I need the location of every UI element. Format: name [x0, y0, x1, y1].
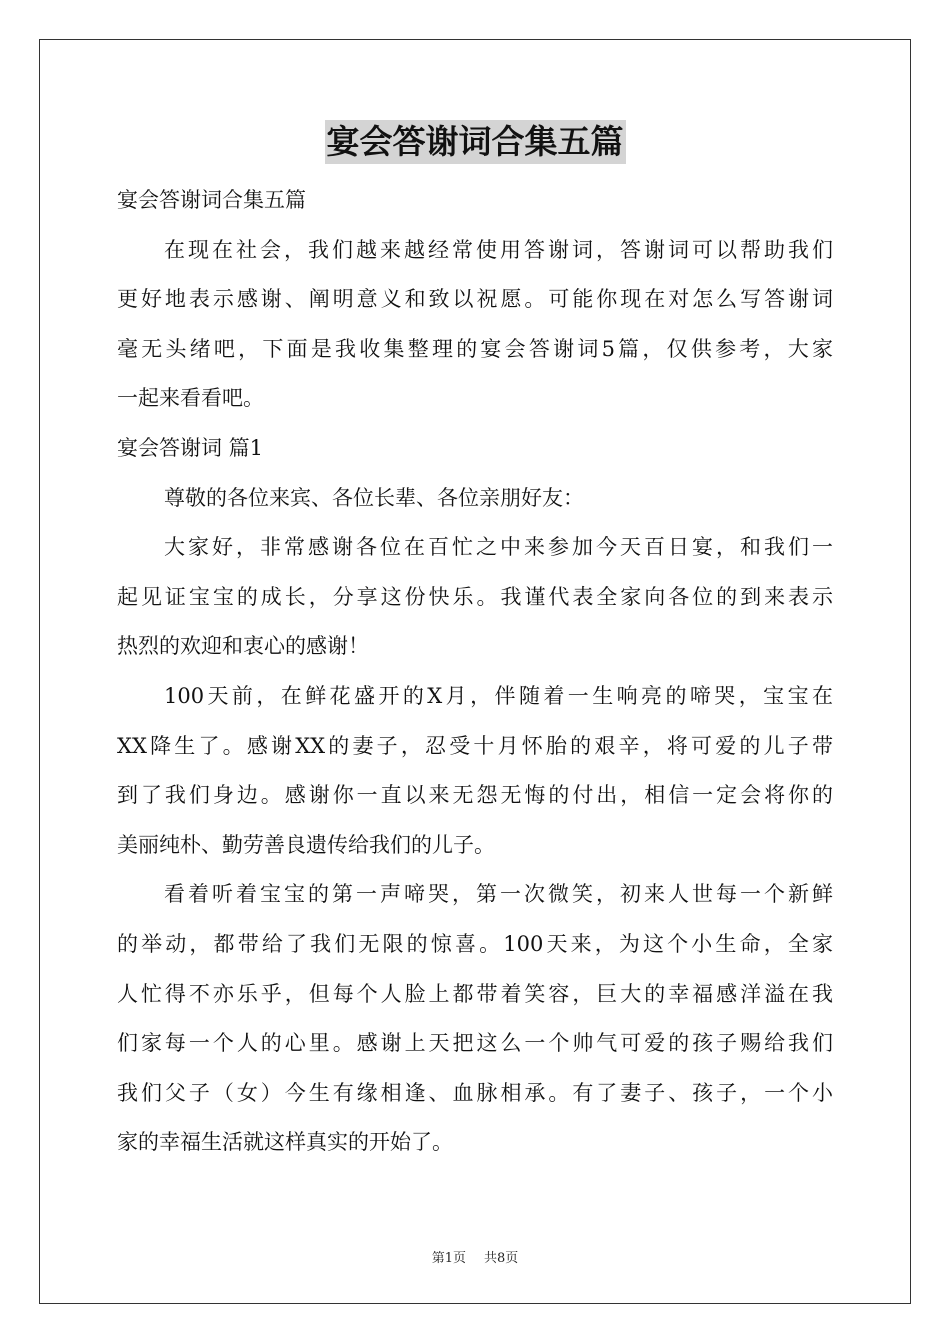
paragraph-line: 的举动，都带给了我们无限的惊喜。100天来，为这个小生命，全家	[117, 931, 833, 956]
paragraph-line: 看着听着宝宝的第一声啼哭，第一次微笑，初来人世每一个新鲜	[164, 882, 833, 907]
page-number: 第1页	[431, 1251, 466, 1266]
intro-line: 一起来看看吧。	[117, 386, 264, 411]
paragraph-line: 美丽纯朴、勤劳善良遗传给我们的儿子。	[117, 832, 495, 857]
paragraph-line: XX降生了。感谢XX的妻子，忍受十月怀胎的艰辛，将可爱的儿子带	[117, 733, 833, 758]
document-body	[117, 176, 833, 1168]
paragraph-line: 人忙得不亦乐乎，但每个人脸上都带着笑容，巨大的幸福感洋溢在我	[117, 981, 833, 1006]
title-container	[0, 120, 950, 164]
paragraph-line: 到了我们身边。感谢你一直以来无怨无悔的付出，相信一定会将你的	[117, 783, 833, 808]
paragraph-line: 们家每一个人的心里。感谢上天把这么一个帅气可爱的孩子赐给我们	[117, 1031, 833, 1056]
paragraph-line: 家的幸福生活就这样真实的开始了。	[117, 1130, 453, 1155]
paragraph-line: 大家好，非常感谢各位在百忙之中来参加今天百日宴，和我们一	[164, 535, 833, 560]
paragraph-line: 100天前，在鲜花盛开的X月，伴随着一生响亮的啼哭，宝宝在	[164, 683, 833, 708]
greeting-line: 尊敬的各位来宾、各位长辈、各位亲朋好友：	[164, 485, 584, 510]
section-heading: 宴会答谢词 篇1	[117, 435, 264, 460]
intro-line: 毫无头绪吧，下面是我收集整理的宴会答谢词5篇，仅供参考，大家	[117, 336, 833, 361]
intro-line: 在现在社会，我们越来越经常使用答谢词，答谢词可以帮助我们	[164, 237, 833, 262]
page-total: 共8页	[484, 1251, 519, 1266]
document-subtitle: 宴会答谢词合集五篇	[117, 188, 306, 212]
paragraph-line: 我们父子（女）今生有缘相逢、血脉相承。有了妻子、孩子，一个小	[117, 1080, 833, 1105]
intro-line: 更好地表示感谢、阐明意义和致以祝愿。可能你现在对怎么写答谢词	[117, 287, 833, 312]
page-footer	[0, 1247, 950, 1266]
paragraph-line: 热烈的欢迎和衷心的感谢！	[117, 634, 369, 659]
paragraph-line: 起见证宝宝的成长，分享这份快乐。我谨代表全家向各位的到来表示	[117, 584, 833, 609]
document-title: 宴会答谢词合集五篇	[325, 120, 626, 164]
